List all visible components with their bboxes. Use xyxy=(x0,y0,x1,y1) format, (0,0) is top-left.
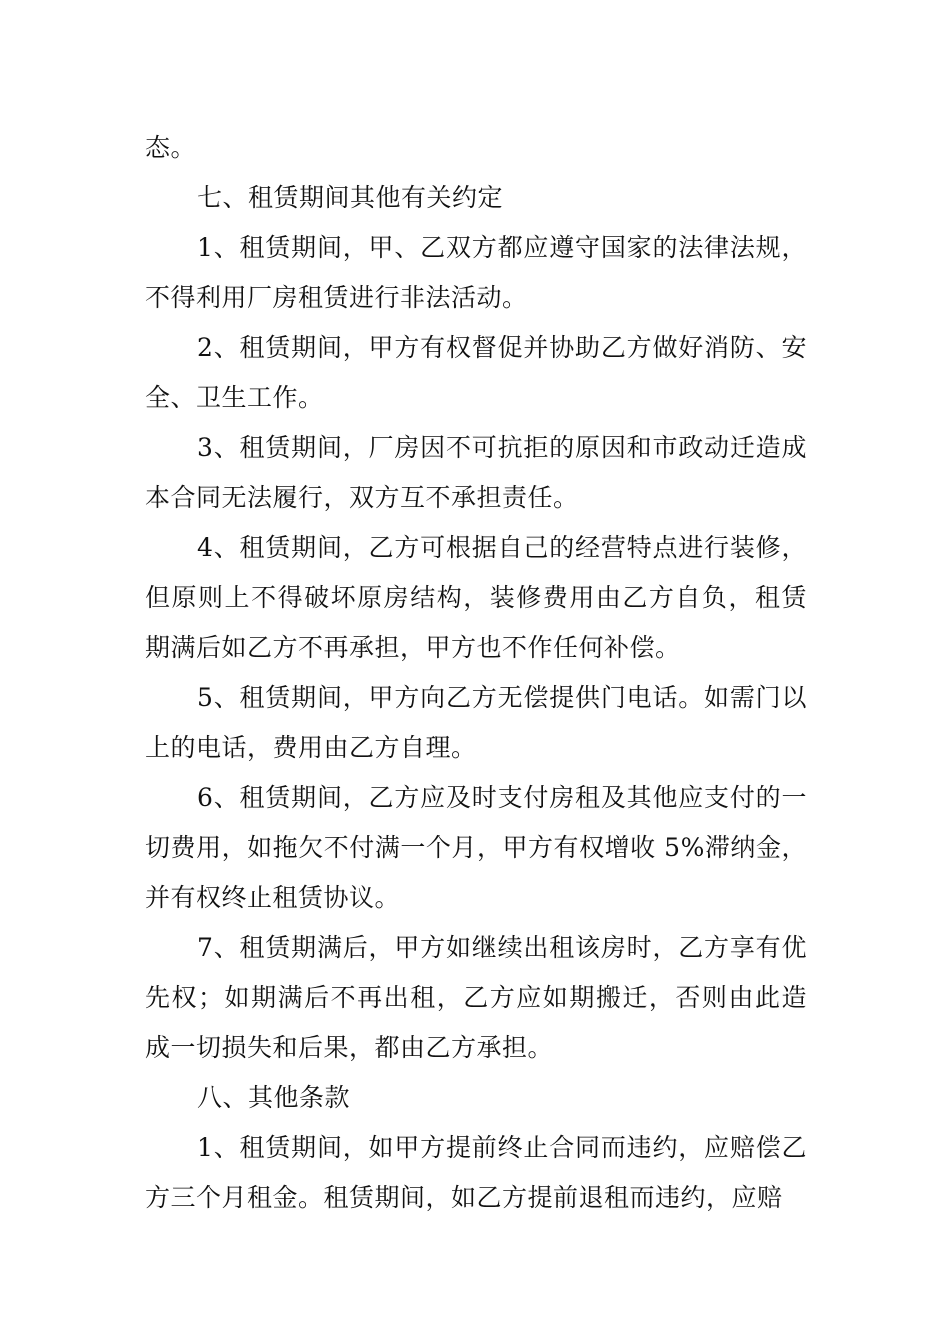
section-heading-eight: 八、其他条款 xyxy=(197,1083,351,1112)
clause-7-2: 2、租赁期间，甲方有权督促并协助乙方做好消防、安全、卫生工作。 xyxy=(145,333,807,412)
clause-7-5: 5、租赁期间，甲方向乙方无偿提供门电话。如需门以上的电话，费用由乙方自理。 xyxy=(145,683,807,762)
clause-7-4: 4、租赁期间，乙方可根据自己的经营特点进行装修，但原则上不得破坏原房结构，装修费用由乙方自负，租赁期满后如乙方不再承担，甲方也不作任何补偿。 xyxy=(145,533,807,662)
paragraph-continuation: 态。 xyxy=(145,133,197,162)
clause-7-1: 1、租赁期间，甲、乙双方都应遵守国家的法律法规，不得利用厂房租赁进行非法活动。 xyxy=(145,233,807,312)
clause-7-7: 7、租赁期满后，甲方如继续出租该房时，乙方享有优先权；如期满后不再出租，乙方应如期搬迁，否则由此造成一切损失和后果，都由乙方承担。 xyxy=(145,933,807,1062)
clause-7-3: 3、租赁期间，厂房因不可抗拒的原因和市政动迁造成本合同无法履行，双方互不承担责任。 xyxy=(145,433,807,512)
document-body xyxy=(145,123,807,1223)
section-heading-seven: 七、租赁期间其他有关约定 xyxy=(197,183,504,212)
clause-8-1: 1、租赁期间，如甲方提前终止合同而违约，应赔偿乙方三个月租金。租赁期间，如乙方提前退租而违约，应赔 xyxy=(145,1133,807,1212)
clause-7-6: 6、租赁期间，乙方应及时支付房租及其他应支付的一切费用，如拖欠不付满一个月，甲方有权增收 5%滞纳金，并有权终止租赁协议。 xyxy=(145,783,807,912)
